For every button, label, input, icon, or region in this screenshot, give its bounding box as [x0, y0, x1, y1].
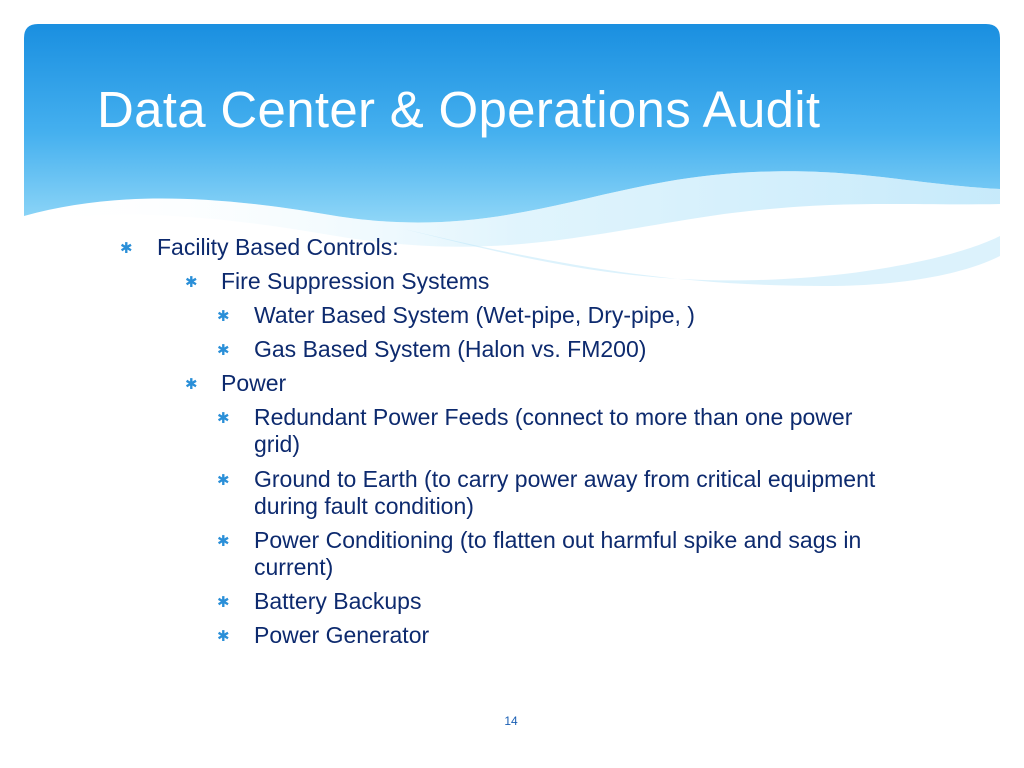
bullet-item: Water Based System (Wet-pipe, Dry-pipe, )	[254, 302, 695, 328]
asterisk-icon: ✱	[217, 472, 230, 489]
slide-title: Data Center & Operations Audit	[97, 81, 821, 138]
bullet-item: Facility Based Controls:	[157, 234, 399, 260]
asterisk-icon: ✱	[185, 274, 198, 291]
asterisk-icon: ✱	[217, 308, 230, 325]
page-number: 14	[504, 714, 518, 728]
bullet-item: Ground to Earth (to carry power away from critical equipment during fault condition)	[254, 466, 876, 519]
asterisk-icon: ✱	[185, 376, 198, 393]
bullet-item: Gas Based System (Halon vs. FM200)	[254, 336, 647, 362]
asterisk-icon: ✱	[217, 410, 230, 427]
asterisk-icon: ✱	[120, 240, 133, 257]
bullet-item: Power	[221, 370, 287, 396]
bullet-item: Battery Backups	[254, 588, 422, 614]
asterisk-icon: ✱	[217, 533, 230, 550]
asterisk-icon: ✱	[217, 342, 230, 359]
bullet-item: Power Conditioning (to flatten out harmful spike and sags in current)	[254, 527, 862, 580]
asterisk-icon: ✱	[217, 628, 230, 645]
bullet-item: Fire Suppression Systems	[221, 268, 490, 294]
bullet-item: Power Generator	[254, 622, 430, 648]
asterisk-icon: ✱	[217, 594, 230, 611]
bullet-item: Redundant Power Feeds (connect to more than one power grid)	[254, 404, 853, 457]
